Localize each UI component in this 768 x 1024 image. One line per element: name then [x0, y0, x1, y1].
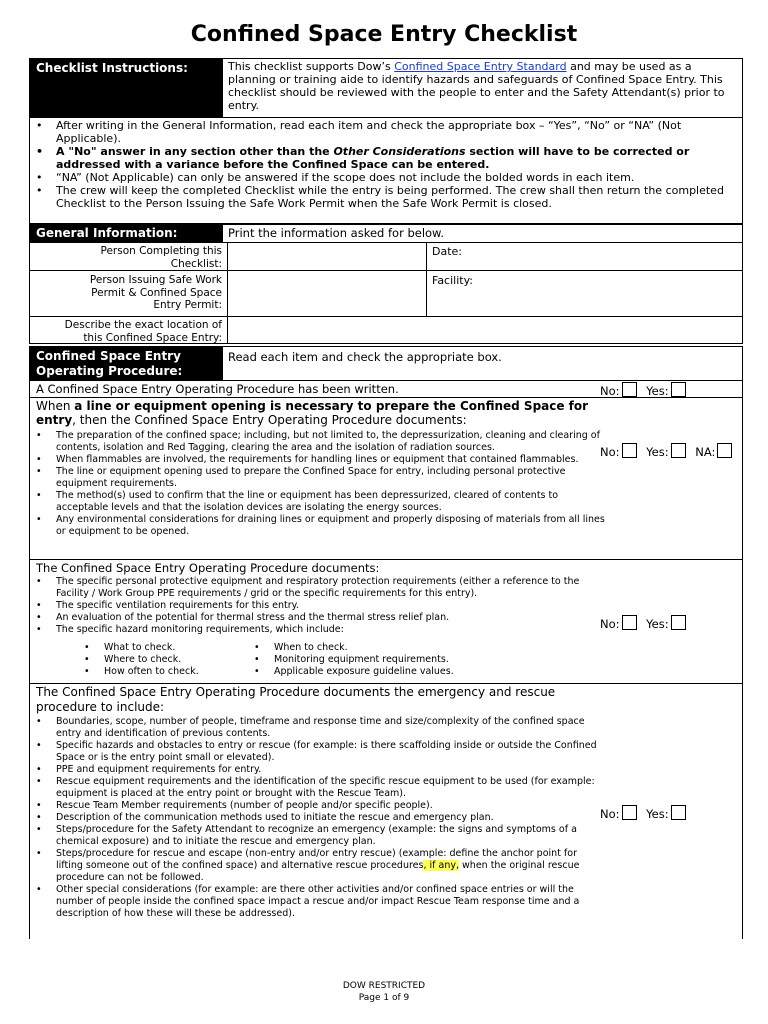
instruction-bullet-3: • “NA” (Not Applicable) can only be answered if the scope does not include the bolded words in each item.: [30, 171, 735, 184]
sub-right-3: • Applicable exposure guideline values.: [248, 666, 588, 678]
person-completing-field[interactable]: [228, 243, 425, 269]
item2-bullet-1: • The preparation of the confined space; including, but not limited to, the depressurization, cleaning and clearing of contents, isolation and Red Tagging, clearing the area and the isolation of radiation sources.: [30, 430, 605, 454]
item4-bullet-7: • Steps/procedure for the Safety Attendant to recognize an emergency (example: the signs and symptoms of a chemical exposure) and to initiate the rescue and emergency plan.: [30, 824, 605, 848]
yes-label: Yes:: [646, 384, 669, 398]
person-completing-label: Person Completing this Checklist:: [100, 245, 222, 270]
bold-bullet-a: A "No" answer in any section other than the: [56, 145, 334, 158]
person-issuing-label: Person Issuing Safe Work Permit & Confined Space Entry Permit:: [89, 274, 222, 311]
item3-bullets: [30, 576, 605, 636]
procedure-item-4: The Confined Space Entry Operating Procedure documents the emergency and rescue procedure to include:: [36, 685, 556, 714]
facility-label: Facility:: [432, 274, 474, 287]
intro-text-pre: This checklist supports Dow’s: [228, 60, 395, 73]
sub-left-1: • What to check.: [78, 642, 238, 654]
location-field[interactable]: [228, 317, 740, 343]
sub-right-2: • Monitoring equipment requirements.: [248, 654, 588, 666]
sub-left-3: • How often to check.: [78, 666, 238, 678]
procedure-item-1: A Confined Space Entry Operating Procedure has been written.: [36, 382, 399, 396]
date-field[interactable]: [470, 243, 740, 269]
item3-sub-right: [248, 642, 588, 678]
item2-bullets: [30, 430, 605, 538]
item3-bullet-4: • The specific hazard monitoring requirements, which include:: [30, 624, 605, 636]
yes-label: Yes:: [646, 807, 669, 821]
sub-left-2: • Where to check.: [78, 654, 238, 666]
item2-text-b: a line or equipment opening is necessary to prepare the Confined Space for entry: [36, 399, 589, 427]
item2-bullet-3: • The line or equipment opening used to prepare the Confined Space for entry, including personal protective equipment requirements.: [30, 466, 605, 490]
item4-yes-checkbox[interactable]: [671, 805, 686, 820]
procedure-section: [29, 346, 743, 939]
item4-b8-a: Steps/procedure for rescue and escape (non-entry and/or entry rescue) (example: define the anchor point for lifting someone out of the confined space) and alternative rescue procedures: [56, 848, 577, 871]
item4-b8-highlight: , if any,: [423, 860, 460, 871]
item2-no-checkbox[interactable]: [622, 443, 637, 458]
item1-no-checkbox[interactable]: [622, 382, 637, 397]
item3-no-checkbox[interactable]: [622, 615, 637, 630]
yes-label: Yes:: [646, 445, 669, 459]
item4-bullet-9: • Other special considerations (for example: are there other activities and/or confined space entries or will the number of people inside the confined space impact a rescue and/or impact Rescue Team response time and a description of how these will these be addressed).: [30, 884, 605, 920]
item4-bullet-6: • Description of the communication methods used to initiate the rescue and emergency plan.: [30, 812, 605, 824]
item1-answers: [600, 382, 686, 398]
instructions-header-label: Checklist Instructions:: [36, 61, 188, 75]
person-issuing-field[interactable]: [228, 271, 425, 315]
general-info-header-label: General Information:: [36, 226, 178, 240]
item3-bullet-1: • The specific personal protective equipment and respiratory protection requirements (either a reference to the Facility / Work Group PPE requirements / grid or the specific requirements for this entry).: [30, 576, 605, 600]
item3-bullet-3: • An evaluation of the potential for thermal stress and the thermal stress relief plan.: [30, 612, 605, 624]
instruction-bullet-1: • After writing in the General Information, read each item and check the appropriate box – “Yes”, “No” or “NA” (Not Applicable).: [30, 119, 735, 145]
instructions-section: [29, 58, 743, 224]
procedure-note: Read each item and check the appropriate box.: [228, 350, 502, 364]
item3-yes-checkbox[interactable]: [671, 615, 686, 630]
procedure-header: [30, 347, 223, 380]
item2-bullet-5: • Any environmental considerations for draining lines or equipment and properly disposing of materials from all lines or equipment to be opened.: [30, 514, 605, 538]
item4-bullets: [30, 716, 605, 920]
footer-restricted: DOW RESTRICTED: [342, 981, 426, 991]
page-title: Confined Space Entry Checklist: [190, 22, 578, 47]
na-label: NA:: [695, 445, 716, 459]
intro-text-post: and may be used as a planning or training aide to identify hazards and safeguards of Confined Space Entry. This checklist should be reviewed with the people to enter and the Safety Attendant(s) prior to entry.: [228, 60, 725, 112]
sub-right-1: • When to check.: [248, 642, 588, 654]
standard-link[interactable]: Confined Space Entry Standard: [394, 60, 567, 73]
item4-b8-c: when the original rescue procedure can not be followed.: [56, 860, 580, 883]
item2-yes-checkbox[interactable]: [671, 443, 686, 458]
yes-label: Yes:: [646, 617, 669, 631]
procedure-header-label: Confined Space Entry Operating Procedure:: [36, 349, 183, 378]
item4-bullet-1: • Boundaries, scope, number of people, timeframe and response time and size/complexity of the confined space entry and identification of previous contents.: [30, 716, 605, 740]
general-info-header: [30, 225, 223, 242]
no-label: No:: [600, 617, 620, 631]
item2-text-c: , then the Confined Space Entry Operating Procedure documents:: [72, 413, 467, 427]
general-info-note: Print the information asked for below.: [228, 226, 445, 240]
item4-answers: [600, 805, 686, 821]
footer-page-number: Page 1 of 9: [358, 993, 410, 1003]
no-label: No:: [600, 807, 620, 821]
location-label: Describe the exact location of this Confined Space Entry:: [64, 319, 222, 344]
no-label: No:: [600, 384, 620, 398]
item4-bullet-4: • Rescue equipment requirements and the identification of the specific rescue equipment to be used (for example: equipment is placed at the entry point or brought with the Rescue Team).: [30, 776, 605, 800]
procedure-item-3: The Confined Space Entry Operating Procedure documents:: [36, 561, 380, 575]
no-label: No:: [600, 445, 620, 459]
instructions-header: [30, 59, 223, 117]
item2-bullet-4: • The method(s) used to confirm that the line or equipment has been depressurized, cleared of contents to acceptable levels and that the isolation devices are isolating the energy sources.: [30, 490, 605, 514]
instructions-intro: [228, 60, 738, 112]
item3-answers: [600, 615, 686, 631]
item2-na-checkbox[interactable]: [717, 443, 732, 458]
bold-bullet-b: Other Considerations: [333, 145, 466, 158]
procedure-item-2: [36, 399, 606, 427]
item4-no-checkbox[interactable]: [622, 805, 637, 820]
instruction-bullet-4: • The crew will keep the completed Checklist while the entry is being performed. The crew shall then return the completed Checklist to the Person Issuing the Safe Work Permit when the Safe Work Permit is closed.: [30, 184, 735, 210]
item2-text-a: When: [36, 399, 75, 413]
instructions-bullets: [30, 119, 735, 210]
facility-field[interactable]: [490, 271, 740, 315]
item2-answers: [600, 443, 732, 459]
item4-bullet-5: • Rescue Team Member requirements (number of people and/or specific people).: [30, 800, 605, 812]
bold-bullet-c: section will have to be corrected or addressed with a variance before the Confined Space can be entered.: [56, 145, 690, 171]
general-info-section: [29, 224, 743, 344]
item2-bullet-2: • When flammables are involved, the requirements for handling lines or equipment that contained flammables.: [30, 454, 605, 466]
item4-bullet-8: [30, 848, 605, 884]
item4-bullet-2: • Specific hazards and obstacles to entry or rescue (for example: is there scaffolding inside or outside the Confined Space or is the entry point small or elevated).: [30, 740, 605, 764]
item3-sub-left: [78, 642, 238, 678]
date-label: Date:: [432, 245, 462, 258]
item1-yes-checkbox[interactable]: [671, 382, 686, 397]
item3-bullet-2: • The specific ventilation requirements for this entry.: [30, 600, 605, 612]
item4-bullet-3: • PPE and equipment requirements for entry.: [30, 764, 605, 776]
instruction-bullet-2: [30, 145, 735, 171]
